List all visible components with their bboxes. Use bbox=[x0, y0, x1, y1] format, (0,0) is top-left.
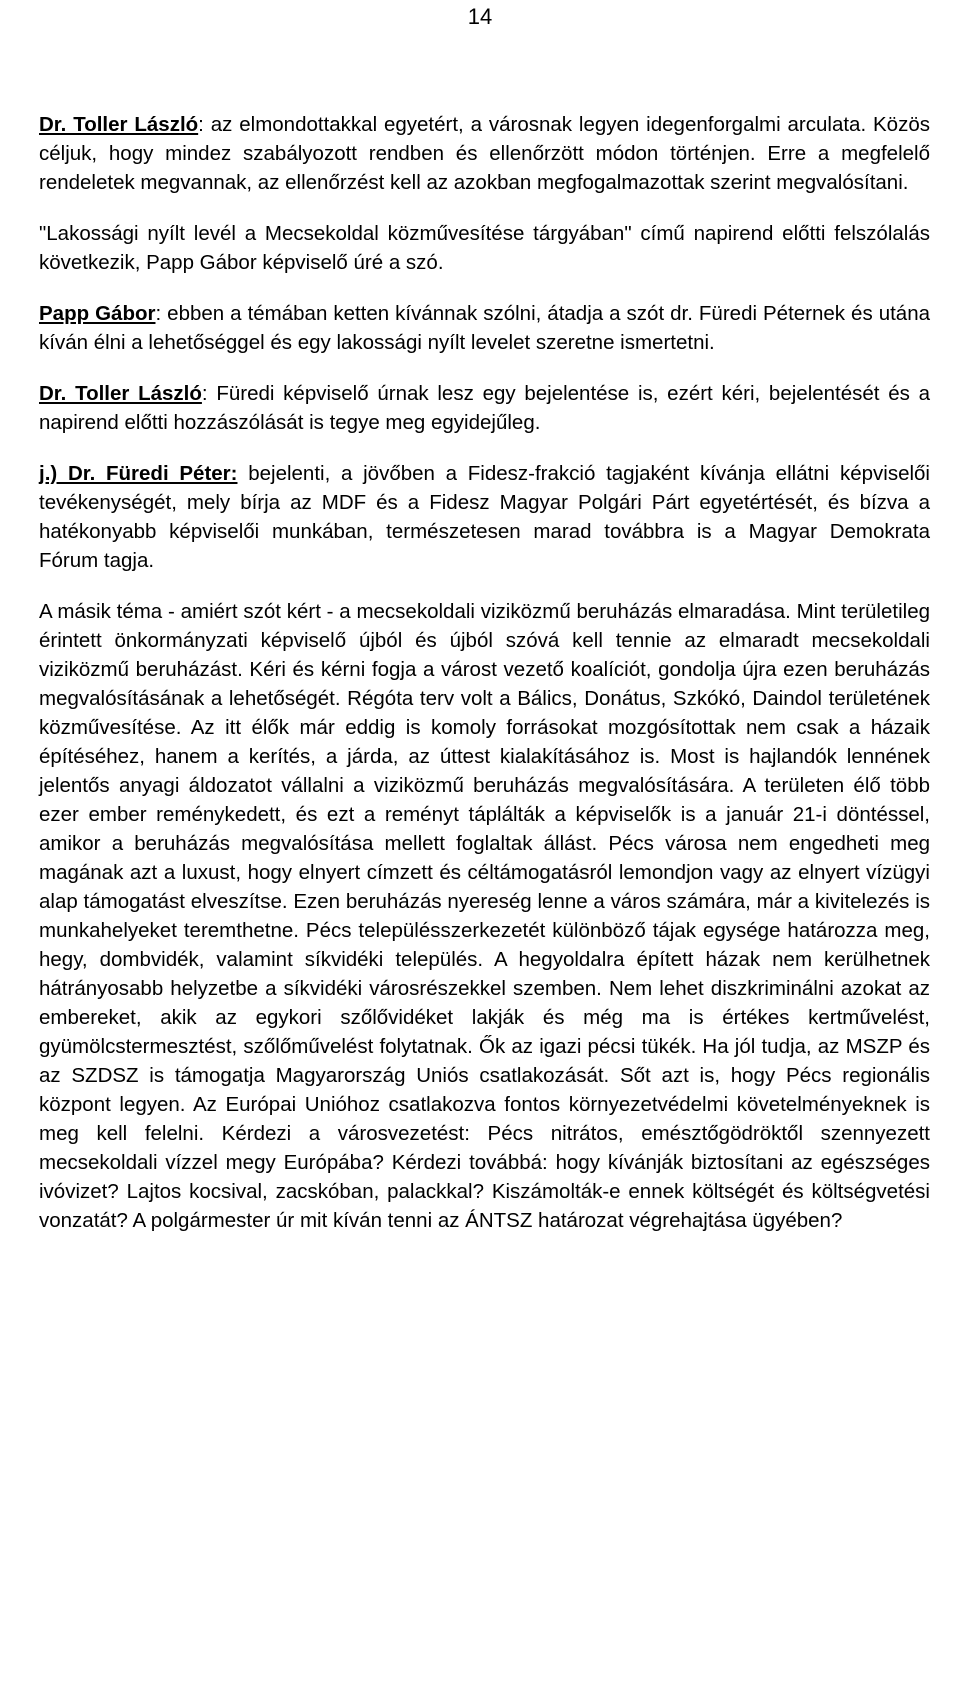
paragraph-agenda-announcement bbox=[39, 219, 930, 277]
page-number: 14 bbox=[467, 4, 493, 29]
paragraph-toller-1 bbox=[39, 110, 930, 197]
paragraph-furedi bbox=[39, 459, 930, 575]
paragraph-text: az elmondottakkal egyetért, a városnak legyen idegenforgalmi arculata. Közös céljuk, hogy mindez szabályozott rendben és ellenőrzött módon történjen. Erre a megfelelő rendeletek megvannak, az ellenőrzést kell az azokban megfogalmazottak szerint megvalósítani. bbox=[39, 113, 930, 194]
paragraph-text: ebben a témában ketten kívánnak szólni, átadja a szót dr. Füredi Péternek és utána kíván élni a lehetőséggel és egy lakossági nyílt levelet szeretne ismertetni. bbox=[39, 302, 930, 354]
paragraph-papp bbox=[39, 299, 930, 357]
speaker-separator: : bbox=[155, 302, 162, 325]
speaker-separator: : bbox=[198, 113, 204, 136]
paragraph-text: bejelenti, a jövőben a Fidesz-frakció tagjaként kívánja ellátni képviselői tevékenységét, mely bírja az MDF és a Fidesz Magyar Polgári Párt egyetértését, és bízva a hatékonyabb képviselői munkában, természetesen marad továbbra is a Magyar Demokrata Fórum tagja. bbox=[39, 462, 930, 572]
speaker-name: Dr. Toller László bbox=[39, 113, 199, 136]
speaker-name: Dr. Toller László bbox=[39, 382, 202, 405]
speaker-name: Papp Gábor bbox=[39, 302, 156, 325]
paragraph-text: "Lakossági nyílt levél a Mecsekoldal közművesítése tárgyában" című napirend előtti felszólalás következik, Papp Gábor képviselő úré a szó. bbox=[39, 222, 930, 274]
paragraph-text: Füredi képviselő úrnak lesz egy bejelentése is, ezért kéri, bejelentését és a napirend előtti hozzászólását is tegye meg egyidejűleg. bbox=[39, 382, 931, 434]
speaker-name: j.) Dr. Füredi Péter: bbox=[39, 462, 238, 485]
paragraph-text: A másik téma - amiért szót kért - a mecsekoldali viziközmű beruházás elmaradása. Mint területileg érintett önkormányzati képviselő újból és újból szóvá kell tennie az elmaradt mecsekoldali viziközmű beruházást. Kéri és kérni fogja a várost vezető koalíciót, gondolja újra ezen beruházás megvalósításának a lehetőségét. Régóta terv volt a Bálics, Donátus, Szkókó, Daindol területének közművesítése. Az itt élők már eddig is komoly forrásokat mozgósítottak nem csak a házaik építéséhez, hanem a kerítés, a járda, az úttest kialakításához is. Most is hajlandók lennének jelentős anyagi áldozatot vállalni a viziközmű beruházás megvalósítására. A területen élő több ezer ember reménykedett, és ezt a reményt táplálták a képviselők is a január 21-i döntéssel, amikor a beruházás megvalósítása mellett foglaltak állást. Pécs városa nem engedheti meg magának azt a luxust, hogy elnyert címzett és céltámogatásról lemondjon vagy az elnyert vízügyi alap támogatást elveszítse. Ezen beruházás nyereség lenne a város számára, már a kivitelezés is munkahelyeket teremthetne. Pécs településszerkezetét különböző tájak egysége határozza meg, hegy, dombvidék, valamint síkvidéki település. A hegyoldalra épített házak nem kerülhetnek hátrányosabb helyzetbe a síkvidéki városrészekkel szemben. Nem lehet diszkriminálni azokat az embereket, akik az egykori szőlővidéket lakják és még ma is értékes kertművelést, gyümölcstermesztést, szőlőművelést folytatnak. Ők az igazi pécsi tükék. Ha jól tudja, az MSZP és az SZDSZ is támogatja Magyarország Uniós csatlakozását. Sőt azt is, hogy Pécs regionális központ legyen. Az Európai Unióhoz csatlakozva fontos környezetvédelmi követelményeknek is meg kell felelni. Kérdezi a városvezetést: Pécs nitrátos, emésztőgödröktől szennyezett mecsekoldali vízzel megy Európába? Kérdezi továbbá: hogy kívánják biztosítani az egészséges ivóvizet? Lajtos kocsival, zacskóban, palackkal? Kiszámolták-e ennek költségét és költségvetési vonzatát? A polgármester úr mit kíván tenni az ÁNTSZ határozat végrehajtása ügyében? bbox=[39, 600, 930, 1232]
document-body bbox=[39, 110, 930, 1257]
paragraph-toller-2 bbox=[39, 379, 930, 437]
speaker-separator: : bbox=[201, 382, 208, 405]
paragraph-viziközmu bbox=[39, 597, 930, 1235]
